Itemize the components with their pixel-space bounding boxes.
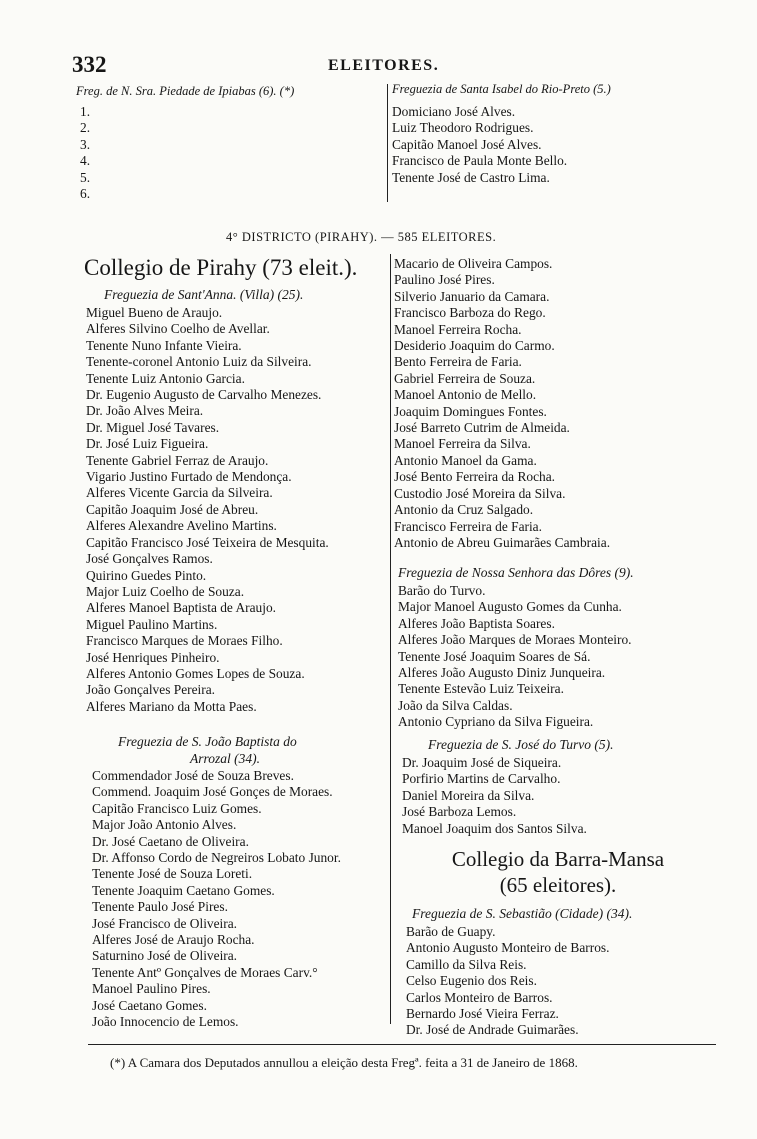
list-item: Porfirio Martins de Carvalho. (402, 771, 561, 787)
list-item: 3. (80, 136, 91, 152)
list-item: Dr. José de Andrade Guimarães. (406, 1022, 579, 1038)
list-item: Silverio Januario da Camara. (394, 288, 550, 304)
list-item: Bernardo José Vieira Ferraz. (406, 1006, 559, 1022)
list-item: Daniel Moreira da Silva. (402, 787, 535, 803)
parish-arrozal-list (92, 768, 389, 1031)
list-item: Francisco Barboza do Rego. (394, 305, 546, 321)
parish-santanna-heading: Freguezia de Sant'Anna. (Villa) (25). (104, 287, 304, 302)
list-item: Joaquim Domingues Fontes. (394, 403, 547, 419)
college-barra-mansa-title: Collegio da Barra-Mansa (451, 847, 665, 871)
list-item: Capitão Joaquim José de Abreu. (86, 501, 259, 517)
list-item: Francisco de Paula Monte Bello. (392, 153, 568, 169)
list-item: João Gonçalves Pereira. (86, 682, 216, 698)
list-item: Alferes José de Araujo Rocha. (92, 932, 255, 948)
list-item: Dr. Joaquim José de Siqueira. (402, 755, 562, 770)
list-item: Francisco Marques de Moraes Filho. (86, 633, 283, 649)
parish-santanna-continued-list (394, 256, 714, 551)
list-item: Alferes Vicente Garcia da Silveira. (86, 485, 273, 501)
list-item: José Gonçalves Ramos. (86, 551, 213, 567)
parish-santanna-list (86, 305, 389, 715)
list-item: Major João Antonio Alves. (92, 817, 237, 833)
list-item: Custodio José Moreira da Silva. (394, 485, 566, 501)
list-item: José Francisco de Oliveira. (92, 915, 238, 931)
list-item: José Barreto Cutrim de Almeida. (394, 420, 570, 436)
list-item: Alferes Antonio Gomes Lopes de Souza. (86, 665, 305, 681)
list-item: Dr. Affonso Cordo de Negreiros Lobato Junor. (92, 850, 341, 866)
list-item: Desiderio Joaquim do Carmo. (394, 338, 555, 354)
parish-turvo-list (402, 755, 712, 837)
list-item: Capitão Manoel José Alves. (392, 136, 542, 152)
list-item: Commend. Joaquim José Gonçes de Moraes. (92, 784, 333, 800)
list-item: Major Luiz Coelho de Souza. (86, 583, 245, 599)
list-item: Dr. José Luiz Figueira. (86, 436, 209, 452)
list-item: Manoel Antonio de Mello. (394, 387, 537, 403)
list-item: 5. (80, 169, 91, 185)
list-item: Gabriel Ferreira de Souza. (394, 370, 536, 386)
list-item: Alferes João Marques de Moraes Monteiro. (398, 632, 632, 648)
parish-sebastiao-list (406, 924, 714, 1039)
parish-sebastiao-heading: Freguezia de S. Sebastião (Cidade) (34). (412, 906, 633, 921)
parish-arrozal-heading-line1: Freguezia de S. João Baptista do (118, 734, 297, 749)
list-item: Tenente José de Souza Loreti. (92, 866, 253, 882)
list-item: Tenente Paulo José Pires. (92, 899, 228, 915)
list-item: Paulino José Pires. (394, 272, 495, 288)
list-item: Francisco Ferreira de Faria. (394, 518, 542, 534)
footnote: (*) A Camara dos Deputados annullou a eleição desta Fregª. feita a 31 de Janeiro de 1868. (110, 1055, 578, 1070)
list-item: Tenente José Joaquim Soares de Sá. (398, 648, 591, 664)
district-heading: 4° DISTRICTO (PIRAHY). — 585 ELEITORES. (226, 230, 497, 244)
list-item: Tenente Antº Gonçalves de Moraes Carv.° (92, 964, 318, 980)
list-item: Tenente José de Castro Lima. (392, 169, 550, 185)
list-item: João Innocencio de Lemos. (92, 1014, 239, 1030)
list-item: Barão de Guapy. (406, 924, 496, 939)
list-item: Capitão Francisco Luiz Gomes. (92, 800, 262, 816)
list-item: Dr. João Alves Meira. (86, 403, 204, 419)
list-item: Antonio Manoel da Gama. (394, 452, 537, 468)
list-item: Alferes Silvino Coelho de Avellar. (86, 321, 270, 337)
list-item: Manoel Joaquim dos Santos Silva. (402, 820, 587, 836)
college-barra-mansa-count: (65 eleitores). (499, 873, 617, 897)
list-item: Tenente Luiz Antonio Garcia. (86, 370, 245, 386)
list-item: Antonio Augusto Monteiro de Barros. (406, 940, 610, 956)
list-item: Alferes João Augusto Diniz Junqueira. (398, 665, 606, 681)
list-item: José Henriques Pinheiro. (86, 649, 220, 665)
footnote-rule (88, 1044, 716, 1045)
list-item: 2. (80, 120, 91, 136)
list-item: Domiciano José Alves. (392, 104, 516, 119)
top-left-number-list (80, 104, 90, 202)
list-item: Vigario Justino Furtado de Mendonça. (86, 469, 292, 485)
list-item: 1. (80, 104, 91, 119)
list-item: Capitão Francisco José Teixeira de Mesquita. (86, 534, 329, 550)
list-item: Tenente Gabriel Ferraz de Araujo. (86, 452, 269, 468)
top-right-heading: Freguezia de Santa Isabel do Rio-Preto (5.) (392, 82, 611, 96)
parish-turvo-heading: Freguezia de S. José do Turvo (5). (428, 737, 614, 752)
list-item: Macario de Oliveira Campos. (394, 256, 553, 271)
list-item: Dr. Miguel José Tavares. (86, 419, 220, 435)
list-item: Alferes João Baptista Soares. (398, 615, 555, 631)
top-right-name-list (392, 104, 567, 186)
top-left-heading: Freg. de N. Sra. Piedade de Ipiabas (6). (*) (76, 84, 295, 98)
list-item: Alferes Manoel Baptista de Araujo. (86, 600, 277, 616)
column-divider-top (387, 84, 388, 202)
list-item: Quirino Guedes Pinto. (86, 567, 207, 583)
list-item: 4. (80, 153, 91, 169)
list-item: Antonio da Cruz Salgado. (394, 502, 534, 518)
list-item: José Barboza Lemos. (402, 804, 517, 820)
list-item: José Bento Ferreira da Rocha. (394, 469, 556, 485)
parish-dores-list (398, 583, 713, 731)
list-item: Antonio Cypriano da Silva Figueira. (398, 714, 594, 730)
list-item: Manoel Paulino Pires. (92, 981, 211, 997)
list-item: Tenente Nuno Infante Vieira. (86, 337, 242, 353)
list-item: Tenente-coronel Antonio Luiz da Silveira. (86, 354, 312, 370)
list-item: Dr. Eugenio Augusto de Carvalho Menezes. (86, 387, 322, 403)
list-item: Saturnino José de Oliveira. (92, 948, 238, 964)
list-item: Major Manoel Augusto Gomes da Cunha. (398, 599, 622, 615)
page-number: 332 (72, 52, 107, 77)
list-item: Commendador José de Souza Breves. (92, 768, 294, 783)
list-item: 6. (80, 186, 91, 202)
list-item: Carlos Monteiro de Barros. (406, 989, 553, 1005)
list-item: Barão do Turvo. (398, 583, 486, 598)
college-pirahy-title: Collegio de Pirahy (73 eleit.). (84, 255, 358, 280)
column-divider-main (390, 254, 391, 1024)
parish-dores-heading: Freguezia de Nossa Senhora das Dôres (9). (398, 565, 634, 580)
list-item: Antonio de Abreu Guimarães Cambraia. (394, 534, 611, 550)
list-item: Alferes Mariano da Motta Paes. (86, 698, 257, 714)
list-item: Bento Ferreira de Faria. (394, 354, 522, 370)
list-item: Manoel Ferreira Rocha. (394, 321, 522, 337)
list-item: Tenente Estevão Luiz Teixeira. (398, 681, 564, 697)
list-item: José Caetano Gomes. (92, 997, 207, 1013)
list-item: Luiz Theodoro Rodrigues. (392, 120, 534, 136)
list-item: Alferes Alexandre Avelino Martins. (86, 518, 277, 534)
list-item: João da Silva Caldas. (398, 697, 513, 713)
list-item: Tenente Joaquim Caetano Gomes. (92, 882, 275, 898)
list-item: Miguel Paulino Martins. (86, 616, 218, 632)
list-item: Miguel Bueno de Araujo. (86, 305, 223, 320)
list-item: Dr. José Caetano de Oliveira. (92, 833, 249, 849)
list-item: Manoel Ferreira da Silva. (394, 436, 531, 452)
list-item: Camillo da Silva Reis. (406, 956, 527, 972)
list-item: Celso Eugenio dos Reis. (406, 973, 537, 989)
parish-arrozal-heading-line2: Arrozal (34). (190, 751, 260, 766)
running-head: ELEITORES. (328, 57, 440, 74)
